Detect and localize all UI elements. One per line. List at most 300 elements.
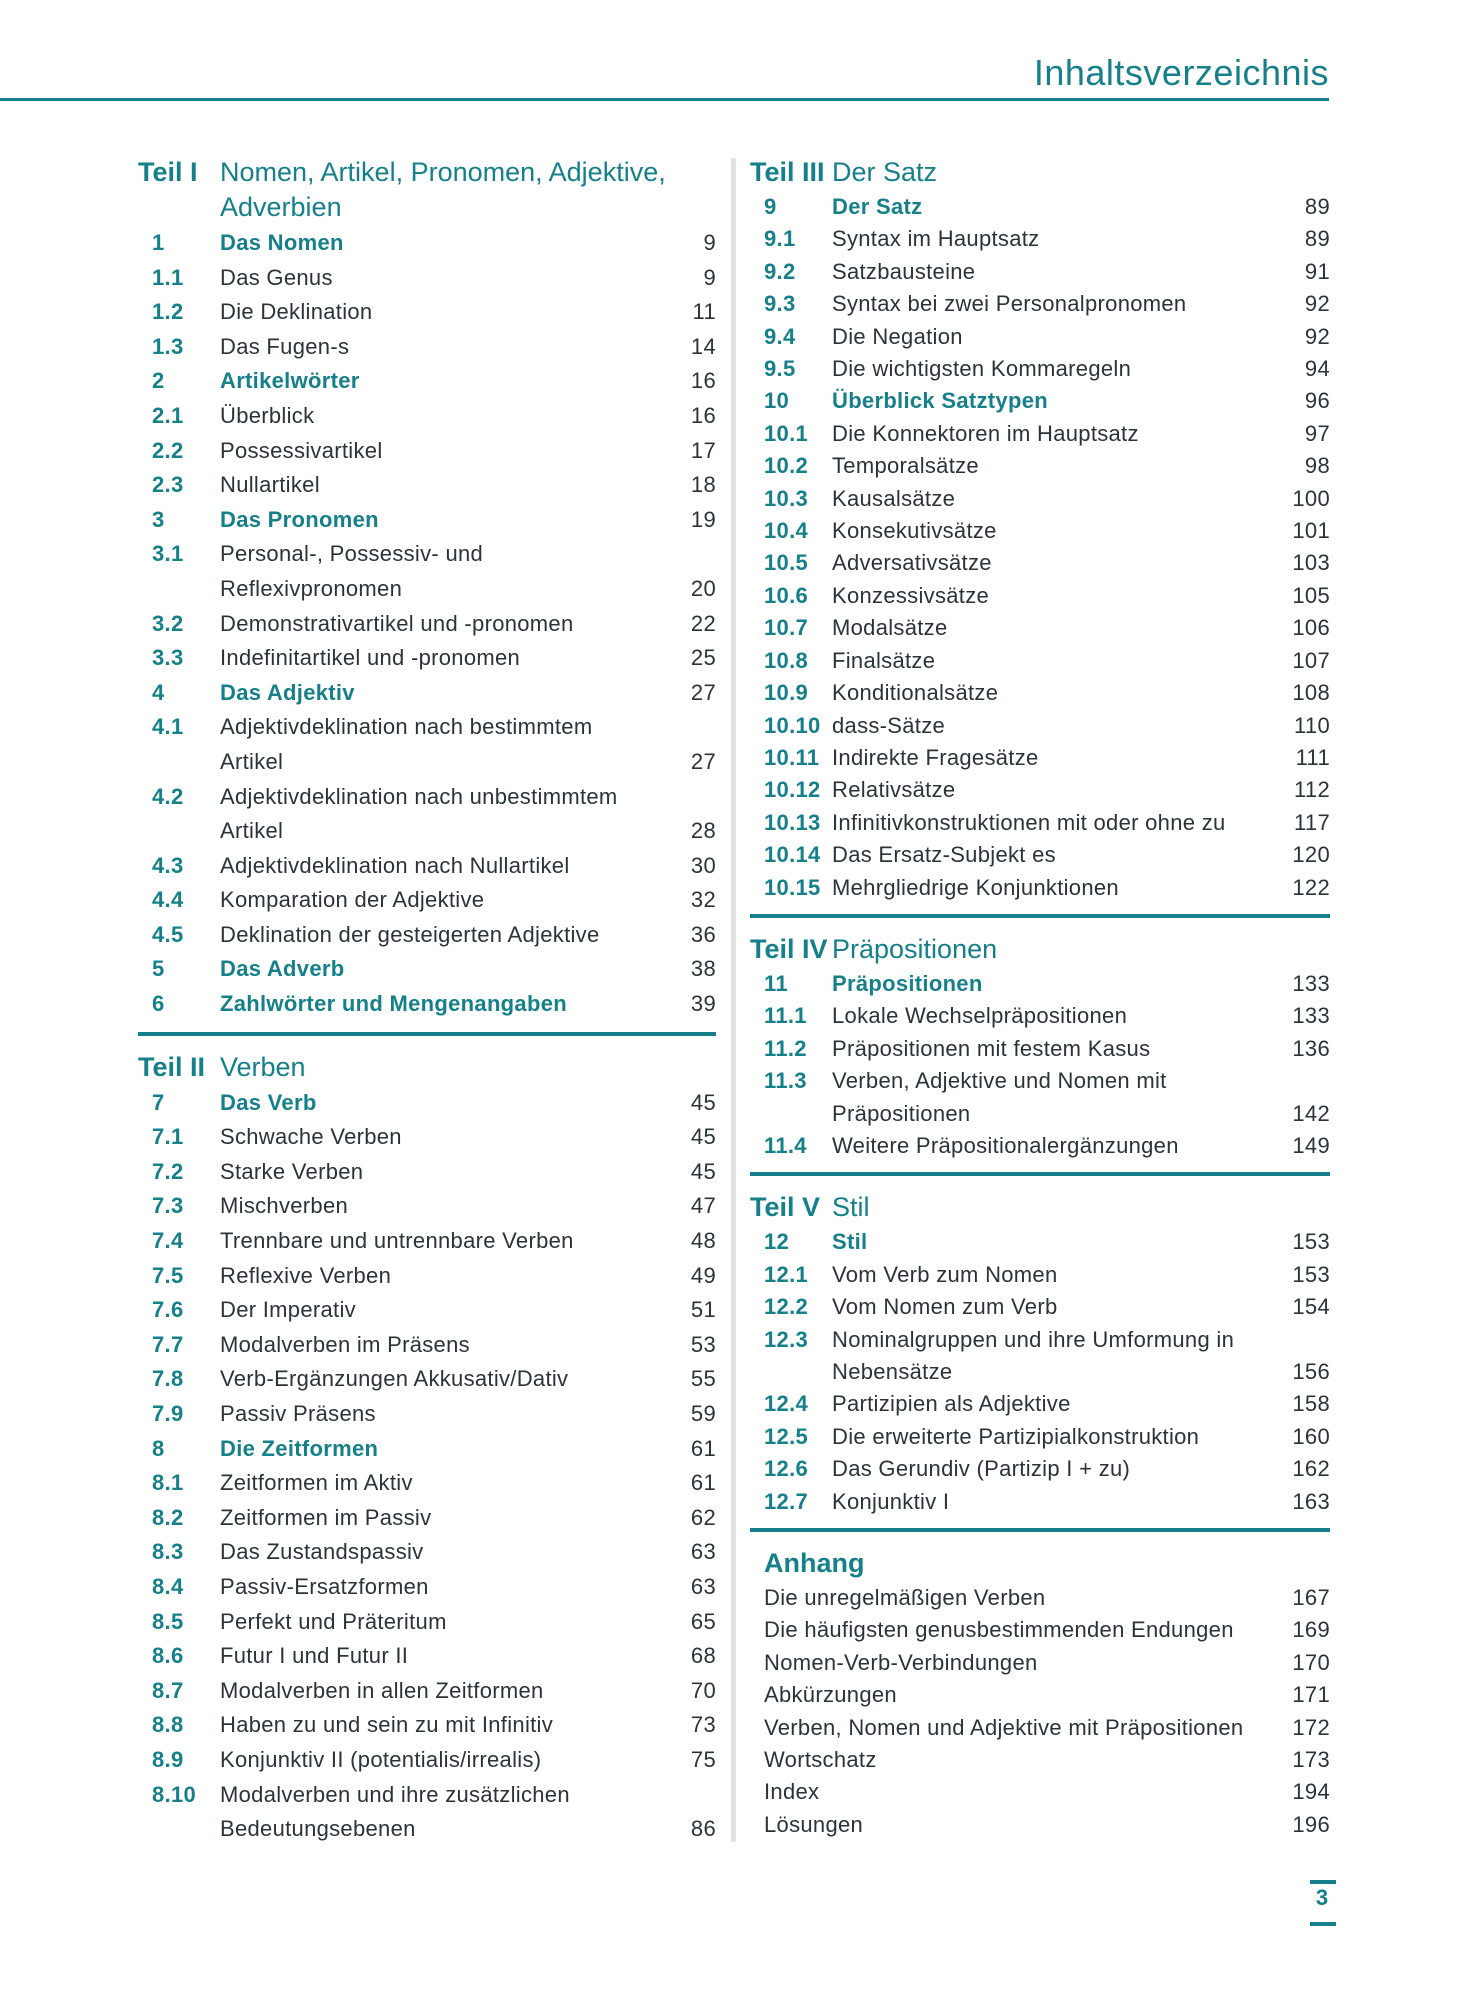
header-rule bbox=[0, 98, 1329, 101]
entry-page: 107 bbox=[1292, 647, 1330, 673]
entry-number: 4.3 bbox=[152, 852, 184, 878]
section-separator bbox=[750, 1172, 1330, 1176]
entry-page: 117 bbox=[1294, 809, 1330, 835]
entry-title: Verben, Nomen und Adjektive mit Präpositionen bbox=[764, 1714, 1244, 1740]
entry-number: 8 bbox=[152, 1435, 165, 1461]
toc-entry[interactable] bbox=[138, 537, 716, 572]
entry-number: 10.7 bbox=[764, 615, 809, 641]
toc-entry[interactable] bbox=[750, 1324, 1330, 1356]
entry-page: 63 bbox=[690, 1573, 716, 1599]
entry-title: Überblick Satztypen bbox=[832, 388, 1048, 414]
toc-entry[interactable] bbox=[138, 1328, 716, 1363]
toc-entry[interactable] bbox=[750, 515, 1330, 547]
entry-page: 106 bbox=[1292, 615, 1330, 641]
toc-entry[interactable] bbox=[138, 849, 716, 884]
toc-entry[interactable] bbox=[138, 1155, 716, 1190]
appendix-heading[interactable]: Anhang bbox=[764, 1548, 865, 1579]
toc-entry[interactable] bbox=[750, 645, 1330, 677]
entry-page: 133 bbox=[1292, 1003, 1330, 1029]
entry-title: Konjunktiv I bbox=[832, 1488, 950, 1514]
entry-page: 22 bbox=[690, 610, 716, 636]
entry-page: 27 bbox=[690, 748, 716, 774]
entry-number: 11 bbox=[764, 970, 788, 996]
entry-number: 10.1 bbox=[764, 420, 809, 446]
entry-title: Stil bbox=[832, 1229, 868, 1255]
entry-number: 8.9 bbox=[152, 1746, 184, 1772]
toc-entry[interactable] bbox=[750, 353, 1330, 385]
entry-page: 108 bbox=[1292, 680, 1330, 706]
entry-number: 10.11 bbox=[764, 744, 820, 770]
entry-number: 8.2 bbox=[152, 1504, 184, 1530]
toc-entry[interactable] bbox=[750, 1065, 1330, 1097]
entry-page: 98 bbox=[1304, 453, 1330, 479]
entry-page: 142 bbox=[1292, 1100, 1330, 1126]
entry-number: 8.10 bbox=[152, 1781, 197, 1807]
toc-entry[interactable] bbox=[138, 1674, 716, 1709]
entry-page: 156 bbox=[1292, 1359, 1330, 1384]
entry-title: Artikelwörter bbox=[220, 368, 360, 394]
toc-chapter-entry[interactable] bbox=[138, 226, 716, 261]
appendix-entry[interactable] bbox=[750, 1679, 1330, 1711]
toc-chapter-entry[interactable] bbox=[138, 503, 716, 538]
toc-entry[interactable] bbox=[138, 1259, 716, 1294]
part-title: Stil bbox=[832, 1192, 870, 1223]
entry-number: 7.6 bbox=[152, 1297, 184, 1323]
entry-number: 2.3 bbox=[152, 472, 184, 498]
entry-page: 101 bbox=[1292, 518, 1330, 544]
entry-number: 9.3 bbox=[764, 291, 796, 317]
toc-part bbox=[138, 1050, 716, 1847]
toc-entry[interactable] bbox=[750, 483, 1330, 515]
entry-page: 158 bbox=[1292, 1391, 1330, 1417]
toc-entry[interactable] bbox=[138, 918, 716, 953]
entry-title: Zeitformen im Aktiv bbox=[220, 1470, 413, 1496]
entry-number: 10.5 bbox=[764, 550, 809, 576]
toc-entry[interactable] bbox=[750, 839, 1330, 871]
part-title: Der Satz bbox=[832, 157, 938, 187]
entry-number: 10.2 bbox=[764, 453, 809, 479]
entry-number: 11.4 bbox=[764, 1132, 807, 1158]
entry-page: 30 bbox=[690, 852, 716, 878]
toc-entry[interactable] bbox=[138, 330, 716, 365]
part-heading[interactable] bbox=[138, 155, 716, 225]
entry-page: 11 bbox=[692, 299, 716, 325]
entry-page: 36 bbox=[690, 921, 716, 947]
toc-entry[interactable] bbox=[138, 261, 716, 296]
toc-entry[interactable] bbox=[138, 1224, 716, 1259]
entry-title: Passiv Präsens bbox=[220, 1401, 376, 1426]
toc-chapter-entry[interactable] bbox=[138, 987, 716, 1022]
entry-title: Weitere Präpositionalergänzungen bbox=[832, 1132, 1179, 1158]
entry-page: 172 bbox=[1292, 1714, 1330, 1740]
entry-number: 2.1 bbox=[152, 402, 184, 428]
entry-title: Präpositionen mit festem Kasus bbox=[832, 1035, 1151, 1061]
entry-page: 111 bbox=[1295, 744, 1330, 770]
entry-page: 169 bbox=[1292, 1617, 1330, 1643]
part-heading[interactable] bbox=[750, 932, 1330, 967]
entry-title: Demonstrativartikel und -pronomen bbox=[220, 610, 574, 636]
toc-entry[interactable] bbox=[750, 710, 1330, 742]
toc-entry[interactable] bbox=[750, 1033, 1330, 1065]
entry-title: Abkürzungen bbox=[764, 1682, 897, 1708]
entry-page: 70 bbox=[690, 1677, 716, 1703]
entry-page: 27 bbox=[690, 679, 716, 705]
toc-entry[interactable] bbox=[750, 742, 1330, 774]
entry-title: Nebensätze bbox=[832, 1359, 953, 1384]
toc-part bbox=[138, 155, 716, 1022]
entry-page: 173 bbox=[1292, 1747, 1330, 1773]
entry-title: Artikel bbox=[220, 748, 284, 774]
entry-title: Nomen-Verb-Verbindungen bbox=[764, 1649, 1038, 1675]
entry-title: Das Adverb bbox=[220, 956, 345, 982]
toc-chapter-entry[interactable] bbox=[138, 676, 716, 711]
entry-number: 6 bbox=[152, 991, 165, 1017]
toc-entry[interactable] bbox=[138, 1466, 716, 1501]
entry-number: 10.4 bbox=[764, 518, 809, 544]
entry-number: 10.13 bbox=[764, 809, 821, 835]
toc-entry[interactable] bbox=[138, 607, 716, 642]
toc-entry[interactable] bbox=[750, 1356, 1330, 1388]
entry-title: Die Zeitformen bbox=[220, 1435, 379, 1461]
entry-title: Lösungen bbox=[764, 1811, 864, 1837]
toc-chapter-entry[interactable] bbox=[138, 952, 716, 987]
toc-entry[interactable] bbox=[138, 468, 716, 503]
entry-page: 25 bbox=[690, 645, 716, 671]
entry-page: 154 bbox=[1292, 1294, 1330, 1320]
entry-page: 55 bbox=[690, 1366, 716, 1392]
entry-page: 92 bbox=[1304, 323, 1330, 349]
toc-entry[interactable] bbox=[138, 1605, 716, 1640]
entry-title: Der Satz bbox=[832, 194, 923, 219]
entry-title: Zeitformen im Passiv bbox=[220, 1504, 432, 1530]
entry-page: 194 bbox=[1292, 1779, 1330, 1805]
entry-number: 8.7 bbox=[152, 1677, 184, 1703]
entry-number: 12.4 bbox=[764, 1391, 809, 1417]
toc-part bbox=[750, 1190, 1330, 1518]
entry-number: 10.15 bbox=[764, 874, 821, 900]
entry-number: 11.1 bbox=[764, 1003, 807, 1029]
entry-title: Syntax im Hauptsatz bbox=[832, 226, 1040, 252]
entry-title: Adjektivdeklination nach Nullartikel bbox=[220, 852, 570, 878]
toc-entry[interactable] bbox=[138, 1362, 716, 1397]
toc-entry[interactable] bbox=[750, 288, 1330, 320]
entry-page: 153 bbox=[1292, 1229, 1330, 1255]
entry-title: Indirekte Fragesätze bbox=[832, 744, 1039, 770]
entry-page: 45 bbox=[690, 1158, 716, 1184]
toc-entry[interactable] bbox=[138, 1501, 716, 1536]
toc-entry[interactable] bbox=[138, 814, 716, 849]
toc-chapter-entry[interactable] bbox=[750, 385, 1330, 417]
part-label: Teil I bbox=[138, 157, 198, 187]
toc-chapter-entry[interactable] bbox=[138, 1432, 716, 1467]
appendix-entry[interactable] bbox=[750, 1647, 1330, 1679]
entry-number: 11.3 bbox=[764, 1068, 807, 1094]
toc-entry[interactable] bbox=[750, 612, 1330, 644]
entry-number: 2 bbox=[152, 368, 165, 394]
entry-title: Passiv-Ersatzformen bbox=[220, 1573, 429, 1599]
entry-page: 73 bbox=[690, 1712, 716, 1738]
entry-title: Verben, Adjektive und Nomen mit bbox=[832, 1068, 1167, 1094]
entry-page: 92 bbox=[1304, 291, 1330, 317]
toc-entry[interactable] bbox=[750, 807, 1330, 839]
entry-title: Deklination der gesteigerten Adjektive bbox=[220, 921, 600, 947]
entry-number: 4.1 bbox=[152, 714, 184, 740]
entry-page: 153 bbox=[1292, 1261, 1330, 1287]
toc-entry[interactable] bbox=[138, 1812, 716, 1847]
entry-title: Temporalsätze bbox=[832, 453, 979, 479]
toc-entry[interactable] bbox=[138, 572, 716, 607]
entry-page: 65 bbox=[690, 1608, 716, 1634]
part-heading[interactable] bbox=[750, 155, 1330, 190]
entry-number: 1.3 bbox=[152, 333, 184, 359]
entry-title: Nominalgruppen und ihre Umformung in bbox=[832, 1326, 1235, 1352]
toc-entry[interactable] bbox=[138, 1708, 716, 1743]
appendix-entry[interactable] bbox=[750, 1809, 1330, 1841]
entry-page: 47 bbox=[690, 1193, 716, 1219]
entry-title: Kausalsätze bbox=[832, 485, 956, 511]
entry-page: 32 bbox=[690, 887, 716, 913]
entry-title: Das Zustandspassiv bbox=[220, 1539, 424, 1565]
part-label: Teil III bbox=[750, 157, 825, 187]
entry-page: 53 bbox=[690, 1331, 716, 1357]
toc-chapter-entry[interactable] bbox=[138, 1086, 716, 1121]
entry-title: Die Negation bbox=[832, 323, 963, 349]
toc-entry[interactable] bbox=[750, 547, 1330, 579]
entry-page: 89 bbox=[1304, 194, 1330, 219]
entry-number: 9.1 bbox=[764, 226, 796, 252]
entry-page: 20 bbox=[690, 575, 716, 601]
entry-title: Überblick bbox=[220, 402, 315, 428]
appendix-entry[interactable] bbox=[750, 1582, 1330, 1614]
entry-title: Konjunktiv II (potentialis/irrealis) bbox=[220, 1746, 542, 1772]
entry-number: 5 bbox=[152, 956, 165, 982]
toc-chapter-entry[interactable] bbox=[138, 364, 716, 399]
toc-entry[interactable] bbox=[138, 1778, 716, 1813]
entry-title: Die unregelmäßigen Verben bbox=[764, 1585, 1046, 1611]
entry-title: Zahlwörter und Mengenangaben bbox=[220, 991, 567, 1017]
entry-number: 11.2 bbox=[764, 1035, 807, 1061]
entry-page: 61 bbox=[690, 1470, 716, 1496]
part-heading[interactable] bbox=[138, 1050, 716, 1085]
entry-page: 28 bbox=[690, 818, 716, 844]
toc-entry[interactable] bbox=[138, 295, 716, 330]
entry-page: 89 bbox=[1304, 226, 1330, 252]
entry-title: Adjektivdeklination nach unbestimmtem bbox=[220, 783, 618, 809]
toc-chapter-entry[interactable] bbox=[750, 968, 1330, 1000]
toc-chapter-entry[interactable] bbox=[750, 1226, 1330, 1258]
toc-entry[interactable] bbox=[750, 1486, 1330, 1518]
entry-title: Bedeutungsebenen bbox=[220, 1816, 416, 1842]
toc-entry[interactable] bbox=[750, 1421, 1330, 1453]
entry-page: 149 bbox=[1292, 1132, 1330, 1158]
entry-title: Trennbare und untrennbare Verben bbox=[220, 1228, 574, 1254]
entry-page: 162 bbox=[1292, 1456, 1330, 1482]
entry-page: 100 bbox=[1292, 485, 1330, 511]
entry-title: Adjektivdeklination nach bestimmtem bbox=[220, 714, 593, 740]
toc-entry[interactable] bbox=[138, 745, 716, 780]
entry-page: 136 bbox=[1292, 1035, 1330, 1061]
entry-page: 171 bbox=[1292, 1682, 1330, 1708]
entry-page: 167 bbox=[1292, 1585, 1330, 1611]
entry-number: 8.3 bbox=[152, 1539, 184, 1565]
toc-entry[interactable] bbox=[138, 399, 716, 434]
toc-entry[interactable] bbox=[138, 1293, 716, 1328]
entry-number: 10 bbox=[764, 388, 790, 414]
entry-number: 10.10 bbox=[764, 712, 821, 738]
entry-number: 12.3 bbox=[764, 1326, 809, 1352]
entry-title: Mischverben bbox=[220, 1193, 349, 1219]
entry-title: Satzbausteine bbox=[832, 258, 976, 284]
entry-page: 17 bbox=[690, 437, 716, 463]
entry-title: Infinitivkonstruktionen mit oder ohne zu bbox=[832, 809, 1226, 835]
entry-number: 4.5 bbox=[152, 921, 184, 947]
appendix-entry[interactable] bbox=[750, 1744, 1330, 1776]
entry-title: Die häufigsten genusbestimmenden Endungen bbox=[764, 1617, 1234, 1643]
section-separator bbox=[138, 1032, 716, 1036]
toc-entry[interactable] bbox=[750, 321, 1330, 353]
entry-title: Modalsätze bbox=[832, 615, 948, 641]
entry-page: 112 bbox=[1294, 777, 1330, 803]
entry-number: 9.4 bbox=[764, 323, 796, 349]
entry-number: 10.3 bbox=[764, 485, 809, 511]
entry-page: 18 bbox=[690, 472, 716, 498]
entry-number: 7.7 bbox=[152, 1331, 184, 1357]
entry-title: Futur I und Futur II bbox=[220, 1643, 409, 1669]
entry-title: Konsekutivsätze bbox=[832, 518, 997, 544]
toc-entry[interactable] bbox=[750, 580, 1330, 612]
entry-page: 105 bbox=[1292, 582, 1330, 608]
entry-title: Das Gerundiv (Partizip I + zu) bbox=[832, 1456, 1131, 1482]
part-heading[interactable] bbox=[750, 1190, 1330, 1225]
entry-title: Modalverben in allen Zeitformen bbox=[220, 1677, 544, 1703]
appendix-entry[interactable] bbox=[750, 1614, 1330, 1646]
entry-page: 16 bbox=[690, 402, 716, 428]
entry-number: 10.6 bbox=[764, 582, 809, 608]
entry-number: 8.5 bbox=[152, 1608, 184, 1634]
entry-title: Lokale Wechselpräpositionen bbox=[832, 1003, 1128, 1029]
toc-entry[interactable] bbox=[138, 883, 716, 918]
toc-entry[interactable] bbox=[750, 677, 1330, 709]
toc-entry[interactable] bbox=[750, 256, 1330, 288]
entry-title: Das Adjektiv bbox=[220, 679, 355, 705]
toc-entry[interactable] bbox=[750, 774, 1330, 806]
entry-title: Artikel bbox=[220, 818, 284, 844]
entry-page: 61 bbox=[690, 1435, 716, 1461]
entry-title: Partizipien als Adjektive bbox=[832, 1391, 1071, 1417]
entry-number: 8.6 bbox=[152, 1643, 184, 1669]
toc-chapter-entry[interactable] bbox=[750, 191, 1330, 223]
toc-entry[interactable] bbox=[138, 1535, 716, 1570]
part-label: Teil V bbox=[750, 1192, 821, 1223]
page-number-bar-bottom bbox=[1310, 1922, 1336, 1926]
entry-title: Reflexivpronomen bbox=[220, 575, 403, 601]
toc-entry[interactable] bbox=[750, 418, 1330, 450]
entry-number: 7.3 bbox=[152, 1193, 184, 1219]
appendix-section bbox=[750, 1546, 1330, 1841]
entry-page: 48 bbox=[690, 1228, 716, 1254]
toc-entry[interactable] bbox=[138, 780, 716, 815]
entry-number: 12 bbox=[764, 1229, 790, 1255]
entry-title: Reflexive Verben bbox=[220, 1262, 392, 1288]
appendix-entry[interactable] bbox=[750, 1712, 1330, 1744]
entry-number: 9.5 bbox=[764, 356, 796, 382]
toc-entry[interactable] bbox=[138, 1397, 716, 1432]
toc-entry[interactable] bbox=[750, 872, 1330, 904]
toc-part bbox=[750, 932, 1330, 1162]
entry-title: Modalverben und ihre zusätzlichen bbox=[220, 1781, 570, 1807]
entry-number: 7.4 bbox=[152, 1228, 184, 1254]
entry-page: 96 bbox=[1304, 388, 1330, 414]
entry-number: 7 bbox=[152, 1089, 165, 1115]
toc-entry[interactable] bbox=[138, 434, 716, 469]
entry-title: Konditionalsätze bbox=[832, 680, 999, 706]
entry-number: 8.4 bbox=[152, 1573, 184, 1599]
toc-column-right bbox=[750, 155, 1330, 1841]
entry-number: 7.2 bbox=[152, 1158, 184, 1184]
entry-title: Vom Nomen zum Verb bbox=[832, 1294, 1058, 1320]
entry-number: 10.9 bbox=[764, 680, 809, 706]
toc-entry[interactable] bbox=[138, 1743, 716, 1778]
toc-entry[interactable] bbox=[138, 1570, 716, 1605]
toc-entry[interactable] bbox=[750, 223, 1330, 255]
entry-page: 196 bbox=[1292, 1811, 1330, 1837]
entry-page: 120 bbox=[1292, 842, 1330, 868]
entry-number: 12.1 bbox=[764, 1261, 809, 1287]
entry-title: Perfekt und Präteritum bbox=[220, 1608, 447, 1634]
entry-number: 9 bbox=[764, 194, 777, 219]
entry-page: 122 bbox=[1292, 874, 1330, 900]
entry-number: 12.7 bbox=[764, 1488, 809, 1514]
entry-title: Starke Verben bbox=[220, 1158, 364, 1184]
entry-title: Das Nomen bbox=[220, 230, 344, 255]
entry-title: Das Ersatz-Subjekt es bbox=[832, 842, 1056, 868]
entry-page: 170 bbox=[1292, 1649, 1330, 1675]
entry-page: 91 bbox=[1304, 258, 1330, 284]
appendix-entry[interactable] bbox=[750, 1776, 1330, 1808]
page-number: 3 bbox=[1315, 1885, 1329, 1910]
entry-title: Schwache Verben bbox=[220, 1124, 402, 1150]
entry-number: 2.2 bbox=[152, 437, 184, 463]
toc-entry[interactable] bbox=[138, 1639, 716, 1674]
entry-number: 1.2 bbox=[152, 299, 184, 325]
entry-page: 103 bbox=[1292, 550, 1330, 576]
entry-title: Die Deklination bbox=[220, 299, 373, 325]
entry-number: 1.1 bbox=[152, 264, 184, 290]
entry-title: Relativsätze bbox=[832, 777, 956, 803]
toc-entry[interactable] bbox=[750, 1259, 1330, 1291]
toc-entry[interactable] bbox=[138, 641, 716, 676]
toc-entry[interactable] bbox=[750, 450, 1330, 482]
toc-entry[interactable] bbox=[750, 1130, 1330, 1162]
toc-entry[interactable] bbox=[138, 1189, 716, 1224]
entry-number: 12.5 bbox=[764, 1423, 809, 1449]
entry-page: 45 bbox=[690, 1089, 716, 1115]
entry-number: 10.8 bbox=[764, 647, 809, 673]
entry-number: 1 bbox=[152, 230, 165, 255]
toc-entry[interactable] bbox=[750, 1098, 1330, 1130]
toc-entry[interactable] bbox=[750, 1000, 1330, 1032]
section-separator bbox=[750, 914, 1330, 918]
part-title: Präpositionen bbox=[832, 933, 998, 964]
toc-entry[interactable] bbox=[750, 1291, 1330, 1323]
entry-page: 59 bbox=[690, 1401, 716, 1426]
toc-part bbox=[750, 155, 1330, 904]
entry-title: Das Pronomen bbox=[220, 506, 379, 532]
toc-entry[interactable] bbox=[138, 1120, 716, 1155]
toc-entry[interactable] bbox=[750, 1453, 1330, 1485]
toc-entry[interactable] bbox=[750, 1388, 1330, 1420]
toc-entry[interactable] bbox=[138, 710, 716, 745]
